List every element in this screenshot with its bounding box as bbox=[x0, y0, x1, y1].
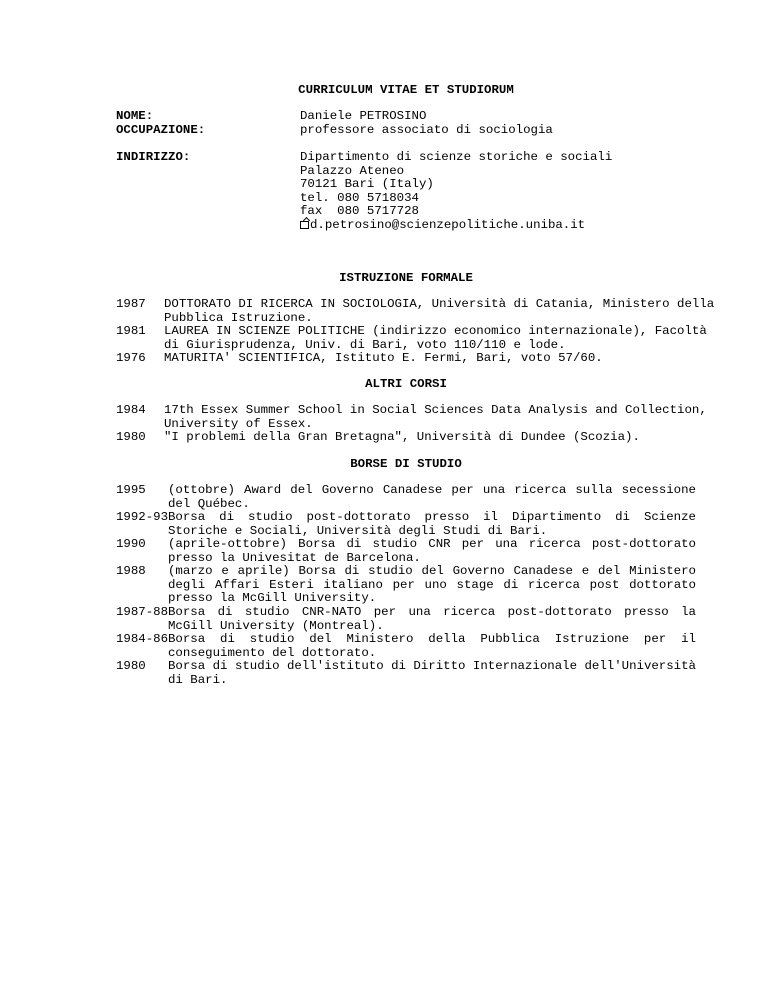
address-line: Dipartimento di scienze storiche e sociali bbox=[300, 150, 613, 164]
indirizzo-label: INDIRIZZO: bbox=[116, 150, 191, 164]
item-line: 17th Essex Summer School in Social Sciences Data Analysis and Collection, bbox=[164, 403, 707, 417]
item-text: (ottobre) Award del Governo Canadese per una ricerca sulla secessione del Québec. bbox=[168, 483, 696, 511]
item-year: 1981 bbox=[116, 324, 146, 338]
item-year: 1984-86 bbox=[116, 632, 169, 646]
istruzione-heading: ISTRUZIONE FORMALE bbox=[339, 271, 473, 285]
item-line: Pubblica Istruzione. bbox=[164, 310, 313, 325]
item-year: 1992-93 bbox=[116, 510, 169, 524]
item-text: Borsa di studio post-dottorato presso il Dipartimento di Scienze Storiche e Sociali, Università degli Studi di Bari. bbox=[168, 510, 696, 538]
document-title: CURRICULUM VITAE ET STUDIORUM bbox=[298, 83, 514, 97]
email-link[interactable]: d.petrosino@scienzepolitiche.uniba.it bbox=[310, 217, 586, 232]
item-text bbox=[164, 352, 694, 366]
nome-value: Daniele PETROSINO bbox=[300, 109, 427, 123]
item-text: Borsa di studio CNR-NATO per una ricerca post-dottorato presso la McGill University (Montreal). bbox=[168, 605, 696, 633]
item-year: 1987-88 bbox=[116, 605, 169, 619]
altri-corsi-heading: ALTRI CORSI bbox=[365, 377, 447, 391]
item-text bbox=[164, 297, 715, 325]
item-year: 1995 bbox=[116, 483, 146, 497]
address-line: Palazzo Ateneo bbox=[300, 163, 405, 178]
item-text: Borsa di studio del Ministero della Pubblica Istruzione per il conseguimento del dottorato. bbox=[168, 632, 696, 660]
fax-line: fax 080 5717728 bbox=[300, 204, 419, 219]
item-text: Borsa di studio dell'istituto di Diritto Internazionale dell'Università di Bari. bbox=[168, 659, 696, 687]
item-year: 1987 bbox=[116, 297, 146, 311]
item-line: MATURITA' SCIENTIFICA, Istituto E. Fermi, Bari, voto 57/60. bbox=[164, 351, 603, 365]
occupazione-label: OCCUPAZIONE: bbox=[116, 123, 206, 137]
mail-icon bbox=[300, 221, 309, 229]
address-block bbox=[300, 151, 612, 233]
item-text: (marzo e aprile) Borsa di studio del Governo Canadese e del Ministero degli Affari Esteri italiano per uno stage di ricerca post dottorato presso la McGill University. bbox=[168, 564, 696, 606]
item-line: LAUREA IN SCIENZE POLITICHE (indirizzo economico internazionale), Facoltà bbox=[164, 324, 707, 338]
item-year: 1988 bbox=[116, 564, 146, 578]
item-line: University of Essex. bbox=[164, 416, 313, 431]
email-line bbox=[300, 219, 612, 233]
item-text bbox=[164, 403, 707, 431]
address-line: 70121 Bari (Italy) bbox=[300, 177, 434, 192]
item-line: di Giurisprudenza, Univ. di Bari, voto 110/110 e lode. bbox=[164, 337, 566, 352]
item-line: DOTTORATO DI RICERCA IN SOCIOLOGIA, Università di Catania, Ministero della bbox=[164, 297, 715, 311]
phone-line: tel. 080 5718034 bbox=[300, 190, 419, 205]
item-year: 1976 bbox=[116, 351, 146, 365]
item-line: "I problemi della Gran Bretagna", Università di Dundee (Scozia). bbox=[164, 430, 640, 444]
item-text bbox=[164, 324, 707, 352]
item-year: 1984 bbox=[116, 403, 146, 417]
item-year: 1980 bbox=[116, 430, 146, 444]
occupazione-value: professore associato di sociologia bbox=[300, 123, 553, 137]
item-text bbox=[164, 431, 694, 445]
item-year: 1980 bbox=[116, 659, 146, 673]
borse-heading: BORSE DI STUDIO bbox=[350, 457, 462, 471]
item-text: (aprile-ottobre) Borsa di studio CNR per una ricerca post-dottorato presso la Univesitat de Barcelona. bbox=[168, 537, 696, 565]
nome-label: NOME: bbox=[116, 109, 154, 123]
item-year: 1990 bbox=[116, 537, 146, 551]
